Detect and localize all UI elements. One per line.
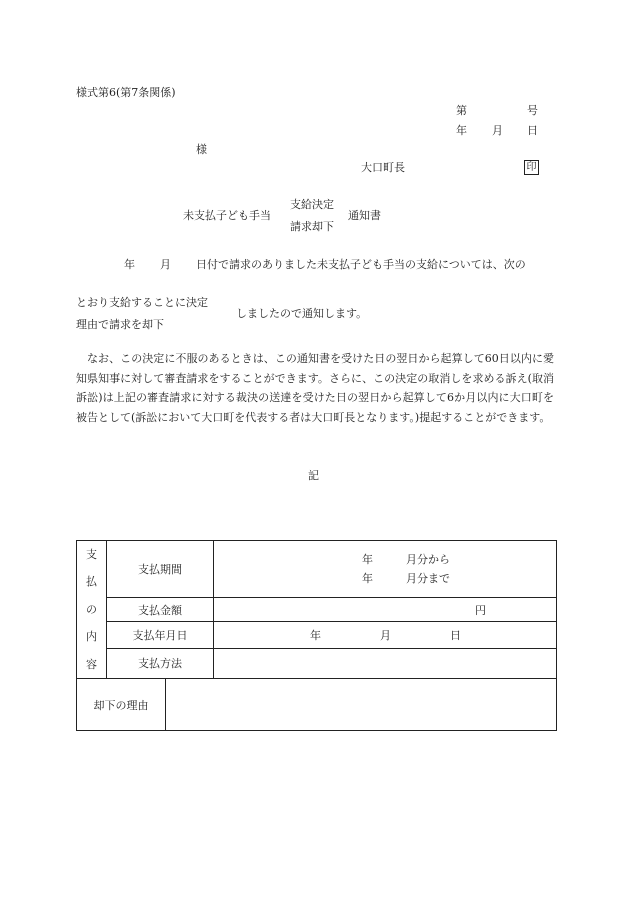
payment-amount-cell: 円 (214, 597, 557, 621)
addressee-suffix: 様 (196, 143, 207, 156)
title-prefix: 未支払子ども手当 (183, 209, 271, 222)
title-option-reject: 請求却下 (290, 220, 334, 233)
reject-reason-cell (166, 679, 557, 731)
ki-marker: 記 (308, 469, 319, 482)
body-option-reject: 理由で請求を却下 (76, 318, 164, 331)
body-option-grant: とおり支給することに決定 (76, 296, 208, 309)
reject-reason-label: 却下の理由 (77, 679, 166, 731)
body-month-label: 月 (160, 258, 171, 271)
doc-number-go: 号 (527, 104, 538, 117)
payment-date-label: 支払年月日 (107, 622, 214, 648)
payment-date-cell: 年 月 日 (214, 622, 557, 648)
payment-period-cell: 年 月分から 年 月分まで (214, 541, 557, 598)
payment-period-label: 支払期間 (107, 541, 214, 598)
seal-mark: 印 (524, 160, 539, 175)
title-option-grant: 支給決定 (290, 198, 334, 211)
date-day-label: 日 (527, 124, 538, 137)
doc-number-dai: 第 (456, 104, 467, 117)
form-label: 様式第6(第7条関係) (76, 86, 176, 99)
payment-amount-label: 支払金額 (107, 597, 214, 621)
body-line-2: しましたので通知します。 (236, 307, 368, 320)
date-year-label: 年 (456, 124, 467, 137)
body-line-1: 日付で請求のありました未支払子ども手当の支給については、次の (196, 258, 526, 271)
appeal-notice: なお、この決定に不服のあるときは、この通知書を受けた日の翌日から起算して60日以内に愛知県知事に対して審査請求をすることができます。さらに、この決定の取消しを求める訴え(取消訴訟)は上記の審査請求に対する裁決の送達を受けた日の翌日から起算して6か月以内に大口町を被告として(訴訟において大口町を代表する者は大口町長となります。)提起することができます。 (76, 352, 554, 424)
payment-method-cell (214, 648, 557, 678)
issuer-name: 大口町長 (361, 161, 405, 174)
payment-method-label: 支払方法 (107, 648, 214, 678)
payment-contents-side-label: 支 払 の 内 容 (77, 541, 107, 679)
date-month-label: 月 (492, 124, 503, 137)
title-suffix: 通知書 (348, 209, 381, 222)
payment-details-table (76, 540, 557, 731)
body-year-label: 年 (124, 258, 135, 271)
